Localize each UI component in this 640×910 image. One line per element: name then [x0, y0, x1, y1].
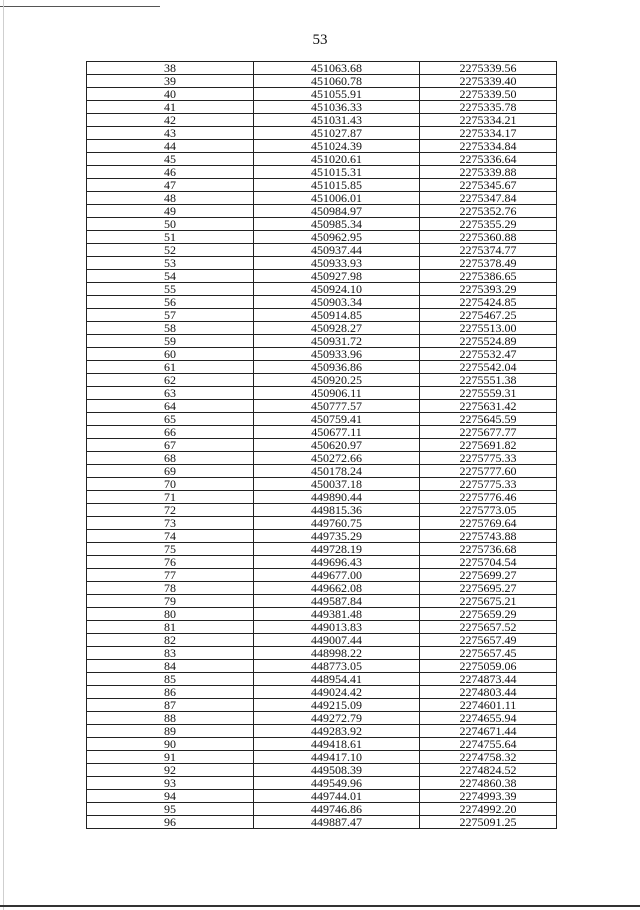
x-coordinate-cell: 448998.22 — [254, 647, 420, 660]
point-number-cell: 74 — [87, 530, 254, 543]
y-coordinate-cell: 2275393.29 — [420, 283, 557, 296]
point-number-cell: 89 — [87, 725, 254, 738]
table-row — [87, 153, 557, 166]
y-coordinate-cell: 2275704.54 — [420, 556, 557, 569]
point-number-cell: 44 — [87, 140, 254, 153]
point-number-cell: 42 — [87, 114, 254, 127]
y-coordinate-cell: 2274824.52 — [420, 764, 557, 777]
y-coordinate-cell: 2275769.64 — [420, 517, 557, 530]
table-row — [87, 543, 557, 556]
x-coordinate-cell: 449013.83 — [254, 621, 420, 634]
x-coordinate-cell: 450933.93 — [254, 257, 420, 270]
table-row — [87, 478, 557, 491]
y-coordinate-cell: 2275524.89 — [420, 335, 557, 348]
y-coordinate-cell: 2274655.94 — [420, 712, 557, 725]
x-coordinate-cell: 450933.96 — [254, 348, 420, 361]
x-coordinate-cell: 451036.33 — [254, 101, 420, 114]
table-row — [87, 127, 557, 140]
point-number-cell: 90 — [87, 738, 254, 751]
point-number-cell: 76 — [87, 556, 254, 569]
y-coordinate-cell: 2275059.06 — [420, 660, 557, 673]
y-coordinate-cell: 2275631.42 — [420, 400, 557, 413]
point-number-cell: 81 — [87, 621, 254, 634]
y-coordinate-cell: 2275091.25 — [420, 816, 557, 829]
x-coordinate-cell: 451031.43 — [254, 114, 420, 127]
point-number-cell: 85 — [87, 673, 254, 686]
x-coordinate-cell: 450037.18 — [254, 478, 420, 491]
x-coordinate-cell: 449760.75 — [254, 517, 420, 530]
table-row — [87, 764, 557, 777]
y-coordinate-cell: 2275336.64 — [420, 153, 557, 166]
point-number-cell: 46 — [87, 166, 254, 179]
y-coordinate-cell: 2275347.84 — [420, 192, 557, 205]
point-number-cell: 86 — [87, 686, 254, 699]
y-coordinate-cell: 2275775.33 — [420, 452, 557, 465]
x-coordinate-cell: 449283.92 — [254, 725, 420, 738]
x-coordinate-cell: 450620.97 — [254, 439, 420, 452]
y-coordinate-cell: 2275374.77 — [420, 244, 557, 257]
table-row — [87, 231, 557, 244]
point-number-cell: 45 — [87, 153, 254, 166]
table-row — [87, 673, 557, 686]
table-row — [87, 660, 557, 673]
x-coordinate-cell: 450677.11 — [254, 426, 420, 439]
table-row — [87, 621, 557, 634]
y-coordinate-cell: 2275699.27 — [420, 569, 557, 582]
x-coordinate-cell: 448773.05 — [254, 660, 420, 673]
x-coordinate-cell: 449549.96 — [254, 777, 420, 790]
x-coordinate-cell: 450903.34 — [254, 296, 420, 309]
table-row — [87, 556, 557, 569]
table-row — [87, 452, 557, 465]
x-coordinate-cell: 450962.95 — [254, 231, 420, 244]
x-coordinate-cell: 450759.41 — [254, 413, 420, 426]
point-number-cell: 47 — [87, 179, 254, 192]
y-coordinate-cell: 2275467.25 — [420, 309, 557, 322]
x-coordinate-cell: 450178.24 — [254, 465, 420, 478]
table-row — [87, 816, 557, 829]
y-coordinate-cell: 2275743.88 — [420, 530, 557, 543]
y-coordinate-cell: 2275355.29 — [420, 218, 557, 231]
table-row — [87, 374, 557, 387]
point-number-cell: 94 — [87, 790, 254, 803]
x-coordinate-cell: 450936.86 — [254, 361, 420, 374]
table-row — [87, 504, 557, 517]
y-coordinate-cell: 2275386.65 — [420, 270, 557, 283]
x-coordinate-cell: 449418.61 — [254, 738, 420, 751]
point-number-cell: 87 — [87, 699, 254, 712]
point-number-cell: 96 — [87, 816, 254, 829]
point-number-cell: 65 — [87, 413, 254, 426]
y-coordinate-cell: 2275424.85 — [420, 296, 557, 309]
y-coordinate-cell: 2275339.40 — [420, 75, 557, 88]
table-row — [87, 465, 557, 478]
point-number-cell: 69 — [87, 465, 254, 478]
y-coordinate-cell: 2275345.67 — [420, 179, 557, 192]
y-coordinate-cell: 2275532.47 — [420, 348, 557, 361]
x-coordinate-cell: 450914.85 — [254, 309, 420, 322]
point-number-cell: 75 — [87, 543, 254, 556]
x-coordinate-cell: 449677.00 — [254, 569, 420, 582]
point-number-cell: 38 — [87, 62, 254, 75]
y-coordinate-cell: 2275339.56 — [420, 62, 557, 75]
x-coordinate-cell: 449272.79 — [254, 712, 420, 725]
point-number-cell: 71 — [87, 491, 254, 504]
x-coordinate-cell: 449215.09 — [254, 699, 420, 712]
table-row — [87, 790, 557, 803]
y-coordinate-cell: 2275360.88 — [420, 231, 557, 244]
point-number-cell: 95 — [87, 803, 254, 816]
y-coordinate-cell: 2275695.27 — [420, 582, 557, 595]
table-row — [87, 634, 557, 647]
y-coordinate-cell: 2274758.32 — [420, 751, 557, 764]
table-row — [87, 569, 557, 582]
table-row — [87, 491, 557, 504]
page-number: 53 — [312, 32, 328, 48]
y-coordinate-cell: 2275773.05 — [420, 504, 557, 517]
y-coordinate-cell: 2275657.49 — [420, 634, 557, 647]
table-row — [87, 387, 557, 400]
table-row — [87, 296, 557, 309]
table-row — [87, 244, 557, 257]
point-number-cell: 92 — [87, 764, 254, 777]
table-row — [87, 309, 557, 322]
y-coordinate-cell: 2275736.68 — [420, 543, 557, 556]
point-number-cell: 88 — [87, 712, 254, 725]
y-coordinate-cell: 2275657.52 — [420, 621, 557, 634]
y-coordinate-cell: 2275352.76 — [420, 205, 557, 218]
x-coordinate-cell: 449890.44 — [254, 491, 420, 504]
x-coordinate-cell: 451060.78 — [254, 75, 420, 88]
point-number-cell: 41 — [87, 101, 254, 114]
table-row — [87, 283, 557, 296]
scan-top-rule — [0, 6, 160, 7]
table-row — [87, 88, 557, 101]
table-row — [87, 140, 557, 153]
point-number-cell: 78 — [87, 582, 254, 595]
point-number-cell: 50 — [87, 218, 254, 231]
table-row — [87, 335, 557, 348]
point-number-cell: 39 — [87, 75, 254, 88]
table-row — [87, 725, 557, 738]
table-row — [87, 608, 557, 621]
coordinates-table-body — [87, 62, 557, 829]
x-coordinate-cell: 449728.19 — [254, 543, 420, 556]
y-coordinate-cell: 2274755.64 — [420, 738, 557, 751]
point-number-cell: 62 — [87, 374, 254, 387]
x-coordinate-cell: 450920.25 — [254, 374, 420, 387]
point-number-cell: 53 — [87, 257, 254, 270]
x-coordinate-cell: 451015.31 — [254, 166, 420, 179]
x-coordinate-cell: 451006.01 — [254, 192, 420, 205]
table-row — [87, 699, 557, 712]
table-row — [87, 361, 557, 374]
y-coordinate-cell: 2275542.04 — [420, 361, 557, 374]
y-coordinate-cell: 2274993.39 — [420, 790, 557, 803]
x-coordinate-cell: 450272.66 — [254, 452, 420, 465]
x-coordinate-cell: 450927.98 — [254, 270, 420, 283]
x-coordinate-cell: 449887.47 — [254, 816, 420, 829]
y-coordinate-cell: 2275677.77 — [420, 426, 557, 439]
point-number-cell: 82 — [87, 634, 254, 647]
point-number-cell: 67 — [87, 439, 254, 452]
point-number-cell: 80 — [87, 608, 254, 621]
x-coordinate-cell: 449746.86 — [254, 803, 420, 816]
point-number-cell: 40 — [87, 88, 254, 101]
table-row — [87, 686, 557, 699]
table-row — [87, 530, 557, 543]
x-coordinate-cell: 450931.72 — [254, 335, 420, 348]
point-number-cell: 59 — [87, 335, 254, 348]
point-number-cell: 72 — [87, 504, 254, 517]
x-coordinate-cell: 449381.48 — [254, 608, 420, 621]
table-row — [87, 205, 557, 218]
point-number-cell: 77 — [87, 569, 254, 582]
point-number-cell: 43 — [87, 127, 254, 140]
x-coordinate-cell: 451015.85 — [254, 179, 420, 192]
table-row — [87, 517, 557, 530]
y-coordinate-cell: 2275675.21 — [420, 595, 557, 608]
table-row — [87, 166, 557, 179]
y-coordinate-cell: 2275775.33 — [420, 478, 557, 491]
point-number-cell: 83 — [87, 647, 254, 660]
table-row — [87, 738, 557, 751]
point-number-cell: 70 — [87, 478, 254, 491]
point-number-cell: 48 — [87, 192, 254, 205]
point-number-cell: 51 — [87, 231, 254, 244]
y-coordinate-cell: 2274671.44 — [420, 725, 557, 738]
x-coordinate-cell: 450928.27 — [254, 322, 420, 335]
point-number-cell: 56 — [87, 296, 254, 309]
x-coordinate-cell: 449007.44 — [254, 634, 420, 647]
y-coordinate-cell: 2275335.78 — [420, 101, 557, 114]
x-coordinate-cell: 450906.11 — [254, 387, 420, 400]
point-number-cell: 63 — [87, 387, 254, 400]
x-coordinate-cell: 451055.91 — [254, 88, 420, 101]
y-coordinate-cell: 2275777.60 — [420, 465, 557, 478]
table-row — [87, 114, 557, 127]
table-row — [87, 712, 557, 725]
table-row — [87, 218, 557, 231]
table-row — [87, 400, 557, 413]
point-number-cell: 60 — [87, 348, 254, 361]
table-row — [87, 413, 557, 426]
table-row — [87, 426, 557, 439]
y-coordinate-cell: 2275378.49 — [420, 257, 557, 270]
y-coordinate-cell: 2275657.45 — [420, 647, 557, 660]
x-coordinate-cell: 449508.39 — [254, 764, 420, 777]
point-number-cell: 93 — [87, 777, 254, 790]
x-coordinate-cell: 449417.10 — [254, 751, 420, 764]
point-number-cell: 64 — [87, 400, 254, 413]
y-coordinate-cell: 2275659.29 — [420, 608, 557, 621]
table-row — [87, 439, 557, 452]
table-row — [87, 751, 557, 764]
x-coordinate-cell: 449744.01 — [254, 790, 420, 803]
point-number-cell: 73 — [87, 517, 254, 530]
y-coordinate-cell: 2275334.17 — [420, 127, 557, 140]
table-row — [87, 270, 557, 283]
table-row — [87, 101, 557, 114]
coordinates-table — [86, 61, 557, 829]
x-coordinate-cell: 451020.61 — [254, 153, 420, 166]
point-number-cell: 49 — [87, 205, 254, 218]
y-coordinate-cell: 2275334.21 — [420, 114, 557, 127]
x-coordinate-cell: 449735.29 — [254, 530, 420, 543]
y-coordinate-cell: 2275559.31 — [420, 387, 557, 400]
point-number-cell: 58 — [87, 322, 254, 335]
point-number-cell: 84 — [87, 660, 254, 673]
y-coordinate-cell: 2275339.88 — [420, 166, 557, 179]
point-number-cell: 68 — [87, 452, 254, 465]
x-coordinate-cell: 449587.84 — [254, 595, 420, 608]
table-row — [87, 192, 557, 205]
x-coordinate-cell: 449024.42 — [254, 686, 420, 699]
scan-left-edge — [3, 0, 4, 910]
x-coordinate-cell: 450937.44 — [254, 244, 420, 257]
y-coordinate-cell: 2274992.20 — [420, 803, 557, 816]
y-coordinate-cell: 2274803.44 — [420, 686, 557, 699]
table-row — [87, 179, 557, 192]
x-coordinate-cell: 449662.08 — [254, 582, 420, 595]
x-coordinate-cell: 451063.68 — [254, 62, 420, 75]
y-coordinate-cell: 2274601.11 — [420, 699, 557, 712]
x-coordinate-cell: 449696.43 — [254, 556, 420, 569]
x-coordinate-cell: 451027.87 — [254, 127, 420, 140]
point-number-cell: 91 — [87, 751, 254, 764]
table-row — [87, 595, 557, 608]
y-coordinate-cell: 2275339.50 — [420, 88, 557, 101]
x-coordinate-cell: 450777.57 — [254, 400, 420, 413]
y-coordinate-cell: 2275776.46 — [420, 491, 557, 504]
table-row — [87, 803, 557, 816]
table-row — [87, 62, 557, 75]
table-row — [87, 75, 557, 88]
table-row — [87, 257, 557, 270]
point-number-cell: 52 — [87, 244, 254, 257]
point-number-cell: 54 — [87, 270, 254, 283]
point-number-cell: 61 — [87, 361, 254, 374]
point-number-cell: 66 — [87, 426, 254, 439]
x-coordinate-cell: 450984.97 — [254, 205, 420, 218]
x-coordinate-cell: 450985.34 — [254, 218, 420, 231]
y-coordinate-cell: 2275334.84 — [420, 140, 557, 153]
point-number-cell: 79 — [87, 595, 254, 608]
x-coordinate-cell: 450924.10 — [254, 283, 420, 296]
point-number-cell: 55 — [87, 283, 254, 296]
table-row — [87, 777, 557, 790]
x-coordinate-cell: 449815.36 — [254, 504, 420, 517]
table-row — [87, 582, 557, 595]
y-coordinate-cell: 2275513.00 — [420, 322, 557, 335]
x-coordinate-cell: 448954.41 — [254, 673, 420, 686]
y-coordinate-cell: 2275645.59 — [420, 413, 557, 426]
scan-bottom-rule — [0, 905, 640, 907]
y-coordinate-cell: 2275691.82 — [420, 439, 557, 452]
y-coordinate-cell: 2275551.38 — [420, 374, 557, 387]
x-coordinate-cell: 451024.39 — [254, 140, 420, 153]
table-row — [87, 322, 557, 335]
table-row — [87, 647, 557, 660]
y-coordinate-cell: 2274860.38 — [420, 777, 557, 790]
table-row — [87, 348, 557, 361]
point-number-cell: 57 — [87, 309, 254, 322]
y-coordinate-cell: 2274873.44 — [420, 673, 557, 686]
